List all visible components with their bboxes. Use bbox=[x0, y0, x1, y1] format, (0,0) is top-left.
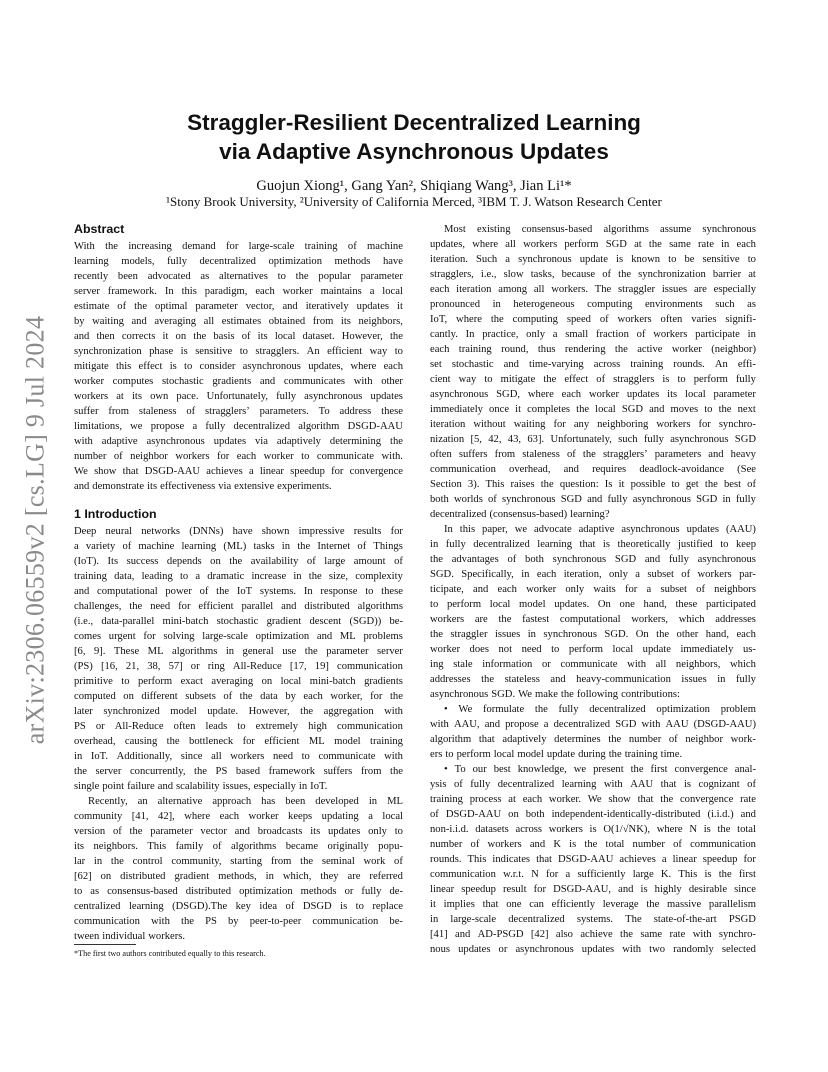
author-list: Guojun Xiong¹, Gang Yan², Shiqiang Wang³, Jian Li¹* bbox=[256, 178, 572, 194]
text-line: challenges, the need for efficient parallel and distributed algorithms bbox=[74, 601, 403, 612]
text-line: to perform local model updates. On one hand, these participated bbox=[430, 599, 756, 610]
abstract-heading: Abstract bbox=[74, 222, 125, 236]
text-line: In this paper, we advocate adaptive asynchronous updates (AAU) bbox=[444, 524, 756, 535]
text-line: linear speedup result for DSGD-AAU, and is highly desirable since bbox=[430, 884, 756, 895]
text-line: cantly. In practice, only a small fraction of workers participate in bbox=[430, 329, 756, 340]
text-line: often suffers from staleness of the stragglers’ parameters and heavy bbox=[430, 449, 756, 460]
text-line: Section 3). This raises the question: Is it possible to get the best of bbox=[430, 479, 756, 490]
text-line: limitations, we propose a fully decentralized algorithm DSGD-AAU bbox=[74, 421, 403, 432]
text-line: and computational power of the IoT systems. In response to these bbox=[74, 586, 403, 597]
text-line: synchronization phase is sensitive to stragglers. An efficient way to bbox=[74, 346, 403, 357]
text-line: suffer from staleness of stragglers’ parameters. To address these bbox=[74, 406, 403, 417]
arxiv-watermark bbox=[10, 300, 60, 760]
text-line: with adaptive asynchronous updates via adaptively determining the bbox=[74, 436, 403, 447]
text-line: later synchronized model update. However, the aggregation with bbox=[74, 706, 403, 717]
text-line: non-i.i.d. datasets across workers is O(1/√NK), where N is the total bbox=[430, 824, 756, 835]
text-line: it implies that one can efficiently leverage the massive parallelism bbox=[430, 899, 756, 910]
introduction-body-left bbox=[74, 524, 403, 944]
text-line: ysis of fully decentralized learning with AAU that is cognizant of bbox=[430, 779, 756, 790]
title-line-1: Straggler-Resilient Decentralized Learning bbox=[187, 110, 641, 135]
text-line: recently been advocated as alternatives to the popular parameter bbox=[74, 271, 403, 282]
text-line: ers to perform local model update during the training time. bbox=[430, 749, 683, 760]
text-line: set stochastic and time-varying across training rounds. An effi- bbox=[430, 359, 756, 370]
text-line: Deep neural networks (DNNs) have shown impressive results for bbox=[74, 526, 403, 537]
text-line: its neighbors. This family of algorithms became originally popu- bbox=[74, 841, 403, 852]
text-line: comes urgent for solving large-scale optimization and ML problems bbox=[74, 631, 403, 642]
text-line: With the increasing demand for large-scale training of machine bbox=[74, 241, 403, 252]
text-line: number of neighbor workers for each worker to communicate with. bbox=[74, 451, 403, 462]
text-line: worker computes stochastic gradients and communicates with other bbox=[74, 376, 403, 387]
text-line: iteration without waiting for any neighboring workers for synchro- bbox=[430, 419, 756, 430]
text-line: communication overhead, and requires deadlock-avoidance (See bbox=[430, 464, 756, 475]
text-line: in large-scale decentralized systems. The state-of-the-art PSGD bbox=[430, 914, 756, 925]
text-line: immediately once it completes the local SGD and moves to the next bbox=[430, 404, 756, 415]
abstract-body bbox=[74, 239, 403, 494]
text-line: updates, where all workers perform SGD at the same rate in each bbox=[430, 239, 756, 250]
text-line: worker does not need to perform local update immediately us- bbox=[430, 644, 756, 655]
text-line: asynchronous SGD, where each worker updates its local parameter bbox=[430, 389, 756, 400]
text-line: [6, 9]. These ML algorithms in general use the parameter server bbox=[74, 646, 403, 657]
text-line: communication with the PS by peer-to-peer communication be- bbox=[74, 916, 403, 927]
text-line: of DSGD-AAU on both independent-identically-distributed (i.i.d.) and bbox=[430, 809, 756, 820]
text-line: the straggler issues in synchronous SGD. On the other hand, each bbox=[430, 629, 756, 640]
text-line: Recently, an alternative approach has been developed in ML bbox=[88, 796, 403, 807]
text-line: nous updates or asynchronous updates with two randomly selected bbox=[430, 944, 756, 955]
left-column bbox=[74, 220, 403, 944]
text-line: rounds. This indicates that DSGD-AAU achieves a linear speedup for bbox=[430, 854, 756, 865]
text-line: [41] and AD-PSGD [42] also achieve the same rate with synchro- bbox=[430, 929, 756, 940]
text-line: PS or All-Reduce often leads to extremely high communication bbox=[74, 721, 403, 732]
paper-title bbox=[0, 108, 828, 166]
introduction-body-right bbox=[430, 222, 756, 957]
text-line: with AAU, and propose a decentralized SGD with AAU (DSGD-AAU) bbox=[430, 719, 756, 730]
text-line: number of workers and K is the total number of communication bbox=[430, 839, 756, 850]
text-line: the server concurrently, the PS based framework suffers from the bbox=[74, 766, 403, 777]
text-line: to as consensus-based distributed optimization methods or fully de- bbox=[74, 886, 403, 897]
text-line: workers are the fastest computational workers, which addresses bbox=[430, 614, 756, 625]
text-line: cient way to mitigate the effect of stragglers is to perform fully bbox=[430, 374, 756, 385]
text-line: (PS) [16, 21, 38, 57] or ring All-Reduce [17, 19] communication bbox=[74, 661, 403, 672]
text-line: computed on different subsets of the data by each worker, for the bbox=[74, 691, 403, 702]
title-line-2: via Adaptive Asynchronous Updates bbox=[219, 139, 609, 164]
text-line: overhead, causing the bottleneck for efficient ML model training bbox=[74, 736, 403, 747]
text-line: algorithm that adaptively determines the number of neighbor work- bbox=[430, 734, 756, 745]
text-line: [62] on distributed gradient methods, in which, they are referred bbox=[74, 871, 403, 882]
text-line: and then corrects it on the basis of its local dataset. However, the bbox=[74, 331, 403, 342]
text-line: iteration. Such a synchronous update is known to be sensitive to bbox=[430, 254, 756, 265]
introduction-heading: 1 Introduction bbox=[74, 507, 157, 521]
text-line: by waiting and averaging all estimates obtained from its neighbors, bbox=[74, 316, 403, 327]
text-line: training data, leading to a dramatic increase in the size, complexity bbox=[74, 571, 403, 582]
right-column bbox=[430, 222, 756, 957]
text-line: Most existing consensus-based algorithms assume synchronous bbox=[444, 224, 756, 235]
text-line: asynchronous SGD. We make the following contributions: bbox=[430, 689, 680, 700]
text-line: in IoT. Additionally, since all workers need to communicate with bbox=[74, 751, 403, 762]
text-line: version of the parameter vector and broadcasts its updates only to bbox=[74, 826, 403, 837]
text-line: each iteration among all workers. The straggler issues are especially bbox=[430, 284, 756, 295]
text-line: community [41, 42], where each worker keeps updating a local bbox=[74, 811, 403, 822]
text-line: • We formulate the fully decentralized optimization problem bbox=[444, 704, 756, 715]
text-line: communication w.r.t. N for a sufficiently large K. This is the first bbox=[430, 869, 756, 880]
text-line: single point failure and scalability issues, especially in IoT. bbox=[74, 781, 328, 792]
text-line: a variety of machine learning (ML) tasks in the Internet of Things bbox=[74, 541, 403, 552]
text-line: pronounced in heterogeneous computing environments such as bbox=[430, 299, 756, 310]
text-line: in fully decentralized learning that is theoretically justified to keep bbox=[430, 539, 756, 550]
text-line: centralized learning (DSGD).The key idea of DSGD is to replace bbox=[74, 901, 403, 912]
text-line: mitigate this effect is to consider asynchronous updates, where each bbox=[74, 361, 403, 372]
text-line: learning models, fully decentralized optimization methods have bbox=[74, 256, 403, 267]
text-line: primitive to perform exact averaging on local mini-batch gradients bbox=[74, 676, 403, 687]
text-line: server framework. In this paradigm, each worker maintains a local bbox=[74, 286, 403, 297]
text-line: tween individual workers. bbox=[74, 931, 186, 942]
text-line: decentralized (consensus-based) learning? bbox=[430, 509, 610, 520]
affiliations: ¹Stony Brook University, ²University of California Merced, ³IBM T. J. Watson Research Center bbox=[166, 194, 662, 209]
text-line: • To our best knowledge, we present the first convergence anal- bbox=[444, 764, 756, 775]
text-line: each training round, thus rendering the active worker (neighbor) bbox=[430, 344, 756, 355]
text-line: estimate of the optimal parameter vector, and iteratively updates it bbox=[74, 301, 403, 312]
text-line: addresses the stateless and heavy-communication issues in fully bbox=[430, 674, 756, 685]
footnote-rule bbox=[74, 944, 136, 945]
text-line: the advantages of both synchronous SGD and fully asynchronous bbox=[430, 554, 756, 565]
text-line: IoT, where the computing speed of workers often varies signifi- bbox=[430, 314, 756, 325]
text-line: (IoT). Its success depends on the availability of large amount of bbox=[74, 556, 403, 567]
footnote: *The first two authors contributed equally to this research. bbox=[74, 949, 266, 958]
text-line: We show that DSGD-AAU achieves a linear speedup for convergence bbox=[74, 466, 403, 477]
text-line: nization [5, 42, 43, 63]. Unfortunately, such fully asynchronous SGD bbox=[430, 434, 756, 445]
text-line: ticipate, and each worker only waits for a subset of neighbors bbox=[430, 584, 756, 595]
text-line: lar in the control community, starting from the seminal work of bbox=[74, 856, 403, 867]
text-line: and demonstrate its effectiveness via extensive experiments. bbox=[74, 481, 332, 492]
text-line: ing stale information or communicate with all neighbors, which bbox=[430, 659, 756, 670]
text-line: (i.e., data-parallel mini-batch stochastic gradient descent (SGD)) be- bbox=[74, 616, 403, 627]
text-line: workers at its own pace. Unfortunately, fully asynchronous updates bbox=[74, 391, 403, 402]
arxiv-id-text: arXiv:2306.06559v2 [cs.LG] 9 Jul 2024 bbox=[20, 315, 49, 745]
text-line: SGD. Specifically, in each iteration, only a subset of workers par- bbox=[430, 569, 756, 580]
text-line: both worlds of synchronous SGD and fully asynchronous SGD in fully bbox=[430, 494, 756, 505]
text-line: stragglers, i.e., slow tasks, because of the synchronization barrier at bbox=[430, 269, 756, 280]
text-line: training process at each worker. We show that the convergence rate bbox=[430, 794, 756, 805]
